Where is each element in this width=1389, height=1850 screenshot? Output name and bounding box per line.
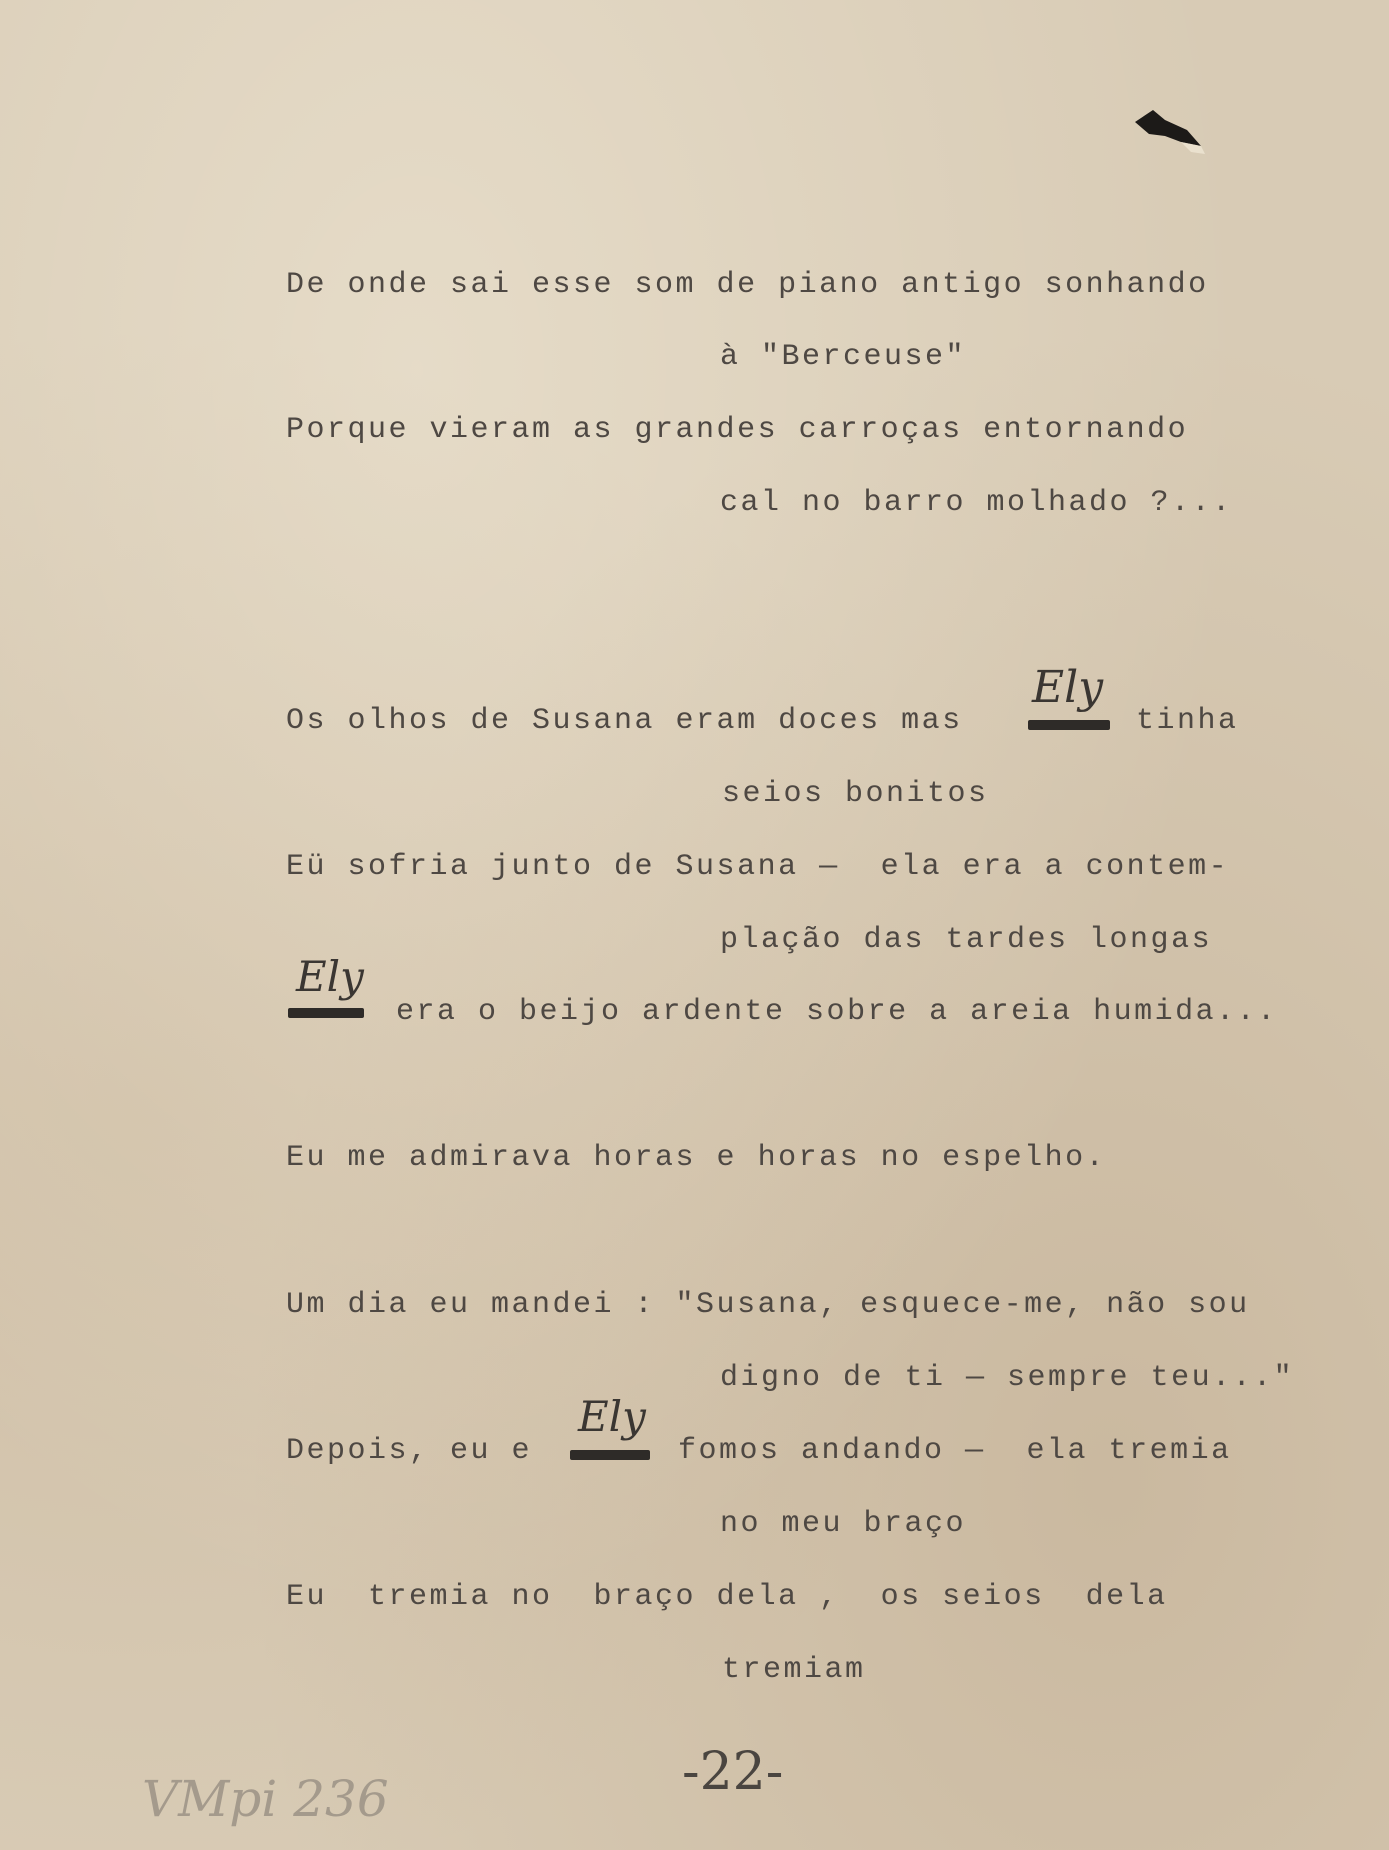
page-number: -22- bbox=[682, 1742, 784, 1802]
handwritten-correction: Ely bbox=[1032, 662, 1104, 713]
verse-line: Eü sofria junto de Susana — ela era a contem- bbox=[286, 850, 1230, 884]
verse-line: De onde sai esse som de piano antigo sonhando bbox=[286, 268, 1209, 302]
verse-line: Depois, eu e bbox=[286, 1434, 533, 1468]
verse-line: digno de ti — sempre teu..." bbox=[720, 1361, 1295, 1395]
verse-line: era o beijo ardente sobre a areia humida... bbox=[396, 995, 1278, 1029]
handwritten-correction: Ely bbox=[296, 952, 364, 1001]
verse-line: seios bonitos bbox=[722, 777, 989, 811]
verse-line: Porque vieram as grandes carroças entornando bbox=[286, 413, 1189, 447]
verse-line: Eu me admirava horas e horas no espelho. bbox=[286, 1141, 1107, 1175]
verse-line: à "Berceuse" bbox=[720, 340, 967, 374]
verse-line: plação das tardes longas bbox=[720, 923, 1213, 957]
verse-line: fomos andando — ela tremia bbox=[678, 1434, 1232, 1468]
verse-line: Os olhos de Susana eram doces mas bbox=[286, 704, 963, 738]
handwritten-correction: Ely bbox=[578, 1392, 646, 1441]
verse-line: Um dia eu mandei : "Susana, esquece-me, não sou bbox=[286, 1288, 1250, 1322]
struck-out-word bbox=[1028, 720, 1110, 730]
struck-out-word bbox=[570, 1450, 650, 1460]
catalog-mark: VMpi 236 bbox=[142, 1770, 389, 1828]
verse-line: tremiam bbox=[722, 1653, 866, 1687]
verse-line: no meu braço bbox=[720, 1507, 967, 1541]
struck-out-word bbox=[288, 1008, 364, 1018]
verse-line: tinha bbox=[1136, 704, 1239, 738]
verse-line: Eu tremia no braço dela , os seios dela bbox=[286, 1580, 1168, 1614]
verse-line: cal no barro molhado ?... bbox=[720, 486, 1233, 520]
torn-hole bbox=[1135, 108, 1205, 158]
